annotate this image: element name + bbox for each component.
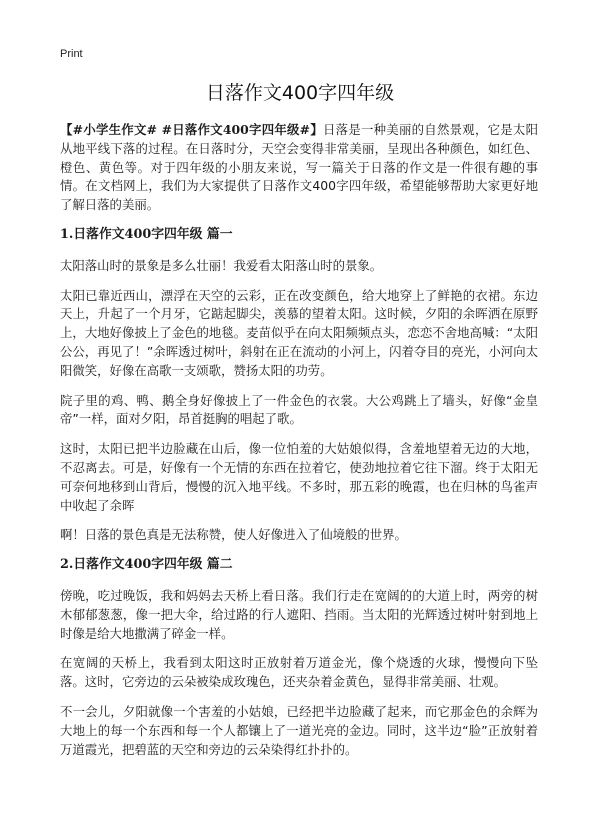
document-title: 日落作文400字四年级 bbox=[205, 82, 395, 104]
intro-tags: 【#小学生作文# #日落作文400字四年级#】 bbox=[60, 122, 323, 137]
section-1-paragraph-4: 这时，太阳已把半边脸藏在山后，像一位怕羞的大姑娘似得，含羞地望着无边的大地，不忍离去。可是，好像有一个无情的东西在拉着它，使劲地拉着它往下溜。终于太阳无可奈何地移到山背后，慢慢的沉入地平线。不多时，那五彩的晚霞，也在归林的鸟雀声中收起了余晖 bbox=[60, 441, 538, 513]
intro-text: 日落是一种美丽的自然景观，它是太阳从地平线下落的过程。在日落时分，天空会变得非常美丽，呈现出各种颜色，如红色、橙色、黄色等。对于四年级的小朋友来说，写一篇关于日落的作文是一件很有趣的事情。在文档网上，我们为大家提供了日落作文400字四年级，希望能够帮助大家更好地了解日落的美丽。 bbox=[60, 122, 538, 213]
section-1-paragraph-3: 院子里的鸡、鸭、鹅全身好像披上了一件金色的衣裳。大公鸡跳上了墙头，好像“金皇帝”一样，面对夕阳，昂首挺胸的唱起了歌。 bbox=[60, 392, 538, 427]
section-2-paragraph-2: 在宽阔的天桥上，我看到太阳这时正放射着万道金光，像个烧透的火球，慢慢向下坠落。这时，它旁边的云朵被染成玫瑰色，还夹杂着金黄色，显得非常美丽、壮观。 bbox=[60, 655, 538, 690]
section-2-paragraph-1: 傍晚，吃过晚饭，我和妈妈去天桥上看日落。我们行走在宽阔的的大道上时，两旁的树木郁郁葱葱，像一把大伞，给过路的行人遮阳、挡雨。当太阳的光辉透过树叶射到地上时像是给大地撒满了碎金一样。 bbox=[60, 587, 538, 641]
section-heading-1: 1.日落作文400字四年级 篇一 bbox=[60, 226, 233, 242]
section-1-paragraph-2: 太阳已靠近西山，漂浮在天空的云彩，正在改变颜色，给大地穿上了鲜艳的衣裙。东边天上，升起了一个月牙，它踮起脚尖，羡慕的望着太阳。这时候，夕阳的余晖洒在原野上，大地好像披上了金色的地毯。麦苗似乎在向太阳频频点头，恋恋不舍地高喊：“太阳公公，再见了！”余晖透过树叶，斜射在正在流动的小河上，闪着夺目的亮光，小河向太阳微笑，好像在高歌一支颂歌，赞扬太阳的功劳。 bbox=[60, 287, 538, 378]
print-link[interactable]: Print bbox=[60, 48, 83, 60]
intro-paragraph bbox=[60, 121, 538, 215]
section-1-paragraph-1: 太阳落山时的景象是多么壮丽！我爱看太阳落山时的景象。 bbox=[60, 257, 383, 273]
section-heading-2: 2.日落作文400字四年级 篇二 bbox=[60, 557, 233, 573]
section-1-paragraph-5: 啊！日落的景色真是无法称赞，使人好像进入了仙境般的世界。 bbox=[60, 527, 407, 543]
document-body bbox=[60, 121, 538, 770]
section-2-paragraph-3: 不一会儿，夕阳就像一个害羞的小姑娘，已经把半边脸藏了起来，而它那金色的余辉为大地上的每一个东西和每一个人都镶上了一道光亮的金边。同时，这半边“脸”正放射着万道霞光，把碧蓝的天空和旁边的云朵染得红扑扑的。 bbox=[60, 703, 538, 757]
